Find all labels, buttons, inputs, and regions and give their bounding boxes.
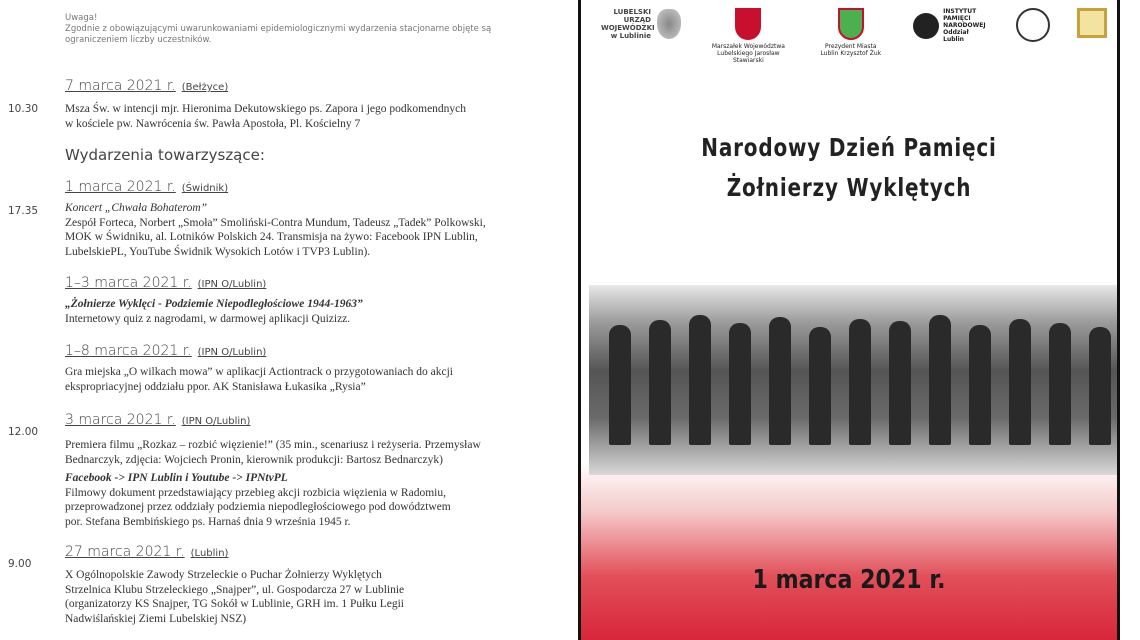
poster-date: 1 marca 2021 r. <box>752 565 946 595</box>
logo-text: LUBELSKI URZĄD WOJEWÓDZKI w Lublinie <box>601 8 655 40</box>
event-line: Zespół Forteca, Norbert „Smoła” Smoliński-Contra Mundum, Tadeusz „Tadek” Polkowski, <box>65 216 486 229</box>
logo-marszalek <box>708 8 788 64</box>
shield-icon <box>735 8 761 40</box>
sponsor-logos <box>601 8 1107 68</box>
event-title: Koncert „Chwała Bohaterom” <box>65 202 208 214</box>
event-line: w kościele pw. Nawrócenia św. Pawła Apostoła, Pl. Kościelny 7 <box>65 117 361 130</box>
event-line: Filmowy dokument przedstawiający przebieg akcji rozbicia więzienia w Radomiu, <box>65 486 446 499</box>
event-date: 7 marca 2021 r. <box>65 78 176 94</box>
event <box>65 176 565 259</box>
event-line: por. Stefana Bembińskiego ps. Harnaś dnia 9 września 1945 r. <box>65 515 351 528</box>
event-date: 1–8 marca 2021 r. <box>65 343 192 359</box>
poster-title-line: Narodowy Dzień Pamięci <box>701 133 997 162</box>
event-line: przeprowadzonej przez oddziały podziemia niepodległościowego pod dowództwem <box>65 501 451 513</box>
logo-text: INSTYTUT PAMIĘCI NARODOWEJ Oddział Lublin <box>943 8 986 43</box>
ipn-seal-icon <box>913 13 939 39</box>
notice-title: Uwaga! <box>65 13 98 23</box>
event-place: (Bełżyce) <box>181 82 229 93</box>
soldiers-photo <box>589 285 1117 475</box>
poster-title-line: Żołnierzy Wyklętych <box>726 173 972 202</box>
event-time: 10.30 <box>8 103 39 115</box>
event-line: Msza Św. w intencji mjr. Hieronima Dekutowskiego ps. Zapora i jego podkomendnych <box>65 103 467 115</box>
logo-ipn <box>913 8 988 43</box>
notice-text: Zgodnie z obowiązującymi uwarunkowaniami epidemiologicznymi wydarzenia stacjonarne objęte są ograniczeniem liczby uczestników. <box>65 24 492 45</box>
event-line: Gra miejska „O wilkach mowa” w aplikacji Actiontrack o przygotowaniach do akcji <box>65 366 453 378</box>
event-line: Internetowy quiz z nagrodami, w darmowej aplikacji Quizizz. <box>65 312 351 325</box>
shield-icon <box>838 8 864 40</box>
poster <box>578 0 1120 640</box>
event <box>65 541 565 626</box>
event-time: 9.00 <box>8 558 32 570</box>
event-time: 12.00 <box>8 426 39 438</box>
event-place: (Lublin) <box>190 548 229 559</box>
logo-cross-icon <box>1077 8 1107 38</box>
event-place: (IPN O/Lublin) <box>197 279 267 290</box>
event-date: 1 marca 2021 r. <box>65 179 176 195</box>
event-place: (IPN O/Lublin) <box>181 416 251 427</box>
event-date: 27 marca 2021 r. <box>65 544 185 560</box>
event <box>65 272 565 326</box>
logo-book-icon <box>1016 8 1050 42</box>
event-line: ekspropriacyjnej oddziału ppor. AK Stanisława Łukasika „Rysia” <box>65 380 366 393</box>
logo-prezydent <box>816 8 886 57</box>
event-place: (Świdnik) <box>181 183 229 194</box>
logo-luw <box>601 8 681 40</box>
event-date: 3 marca 2021 r. <box>65 412 176 428</box>
event-time: 17.35 <box>8 205 39 217</box>
event-line: Premiera filmu „Rozkaz – rozbić więzienie!” (35 min., scenariusz i reżyseria. Przemysław <box>65 439 481 451</box>
event-line: Nadwiślańskiej Ziemi Lubelskiej NSZ) <box>65 612 247 625</box>
poster-title <box>635 128 1064 208</box>
event-line: Bednarczyk, zdjęcia: Wojciech Pronin, kierownik produkcji: Bartosz Bednarczyk) <box>65 453 443 466</box>
side-events-heading: Wydarzenia towarzyszące: <box>65 146 265 164</box>
logo-text: Prezydent Miasta Lublin Krzysztof Żuk <box>820 43 882 57</box>
event-title: „Żołnierze Wyklęci - Podziemie Niepodległościowe 1944-1963” <box>65 298 363 310</box>
event <box>65 409 565 529</box>
event-line: LubelskiePL, YouTube Świdnik Wysokich Lotów i TVP3 Lublin). <box>65 245 371 258</box>
main-event <box>65 75 565 131</box>
event <box>65 340 565 394</box>
notice <box>65 13 555 46</box>
event-date: 1–3 marca 2021 r. <box>65 275 192 291</box>
event-line: X Ogólnopolskie Zawody Strzeleckie o Puchar Żołnierzy Wyklętych <box>65 569 382 581</box>
event-line: (organizatorzy KS Snajper, TG Sokół w Lublinie, GRH im. 1 Pułku Legii <box>65 598 404 610</box>
event-place: (IPN O/Lublin) <box>197 347 267 358</box>
logo-text: Marszałek Województwa Lubelskiego Jarosław Stawiarski <box>711 43 785 64</box>
event-line: Strzelnica Klubu Strzeleckiego „Snajper”, ul. Gospodarcza 27 w Lublinie <box>65 583 405 596</box>
eagle-icon <box>657 9 681 39</box>
event-title: Facebook -> IPN Lublin i Youtube -> IPNtvPL <box>65 472 288 484</box>
event-line: MOK w Świdniku, al. Lotników Polskich 24. Transmisja na żywo: Facebook IPN Lublin, <box>65 231 478 243</box>
